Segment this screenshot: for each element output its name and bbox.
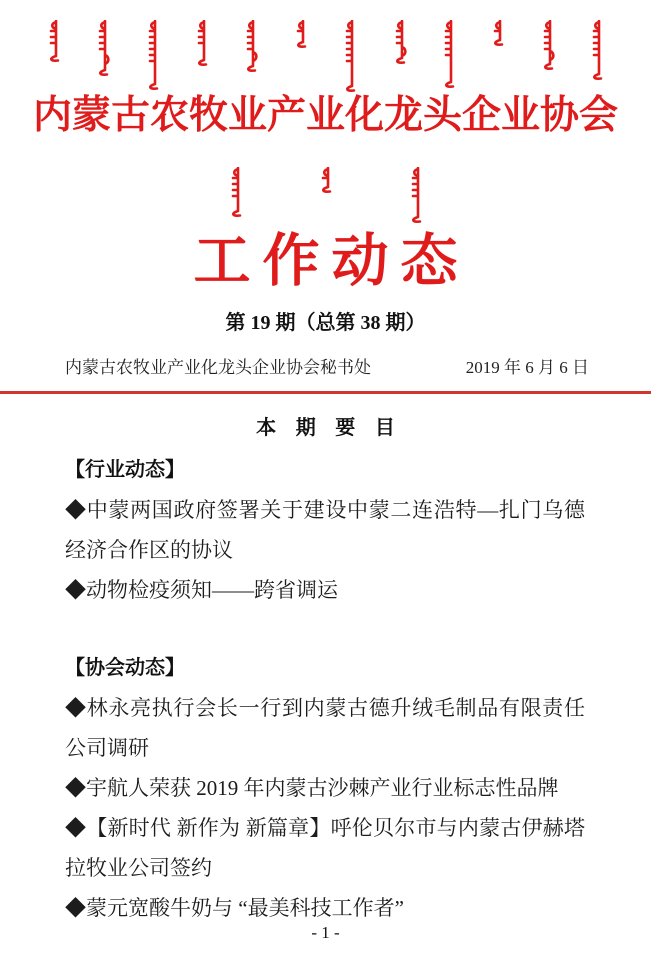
red-divider-rule bbox=[0, 391, 651, 394]
mongolian-word-icon bbox=[228, 167, 244, 217]
toc-item: ◆动物检疫须知——跨省调运 bbox=[65, 578, 338, 603]
section-heading-industry: 【行业动态】 bbox=[65, 459, 185, 482]
section-heading-association: 【协会动态】 bbox=[65, 657, 185, 680]
publisher-name: 内蒙古农牧业产业化龙头企业协会秘书处 bbox=[65, 358, 371, 378]
toc-item: ◆宇航人荣获 2019 年内蒙古沙棘产业行业标志性品牌 bbox=[65, 776, 559, 801]
mongolian-word-icon bbox=[342, 20, 358, 92]
mongolian-word-icon bbox=[243, 20, 259, 72]
toc-item: ◆林永亮执行会长一行到内蒙古德升绒毛制品有限责任公司调研 bbox=[65, 696, 585, 761]
mongolian-word-icon bbox=[490, 20, 506, 46]
page-number: - 1 - bbox=[311, 923, 340, 942]
publisher-line bbox=[0, 353, 651, 378]
mongolian-word-icon bbox=[540, 20, 556, 70]
toc-item: ◆蒙元宽酸牛奶与 “最美科技工作者” bbox=[65, 896, 404, 921]
masthead-org-title: 内蒙古农牧业产业化龙头企业协会 bbox=[32, 94, 618, 137]
mongolian-word-icon bbox=[589, 20, 605, 80]
publish-date: 2019 年 6 月 6 日 bbox=[465, 358, 589, 378]
toc-item: ◆【新时代 新作为 新篇章】呼伦贝尔市与内蒙古伊赫塔拉牧业公司签约 bbox=[65, 816, 585, 881]
mongolian-word-icon bbox=[95, 20, 111, 76]
mongolian-word-icon bbox=[194, 20, 210, 66]
toc-item: ◆中蒙两国政府签署关于建设中蒙二连浩特—扎门乌德经济合作区的协议 bbox=[65, 498, 585, 563]
mongolian-word-icon bbox=[293, 20, 309, 48]
mongolian-word-icon bbox=[392, 20, 408, 64]
mongolian-script-middle-row bbox=[0, 167, 651, 223]
contents-title: 本 期 要 目 bbox=[256, 417, 402, 440]
issue-info: 第 19 期（总第 38 期） bbox=[225, 312, 426, 335]
contents-list bbox=[0, 450, 651, 928]
mongolian-word-icon bbox=[46, 20, 62, 62]
mongolian-script-top-row bbox=[0, 20, 651, 92]
mongolian-word-icon bbox=[318, 167, 334, 193]
masthead-bulletin-title: 工作动态 bbox=[193, 229, 470, 293]
mongolian-word-icon bbox=[408, 167, 424, 223]
mongolian-word-icon bbox=[441, 20, 457, 88]
mongolian-word-icon bbox=[145, 20, 161, 90]
